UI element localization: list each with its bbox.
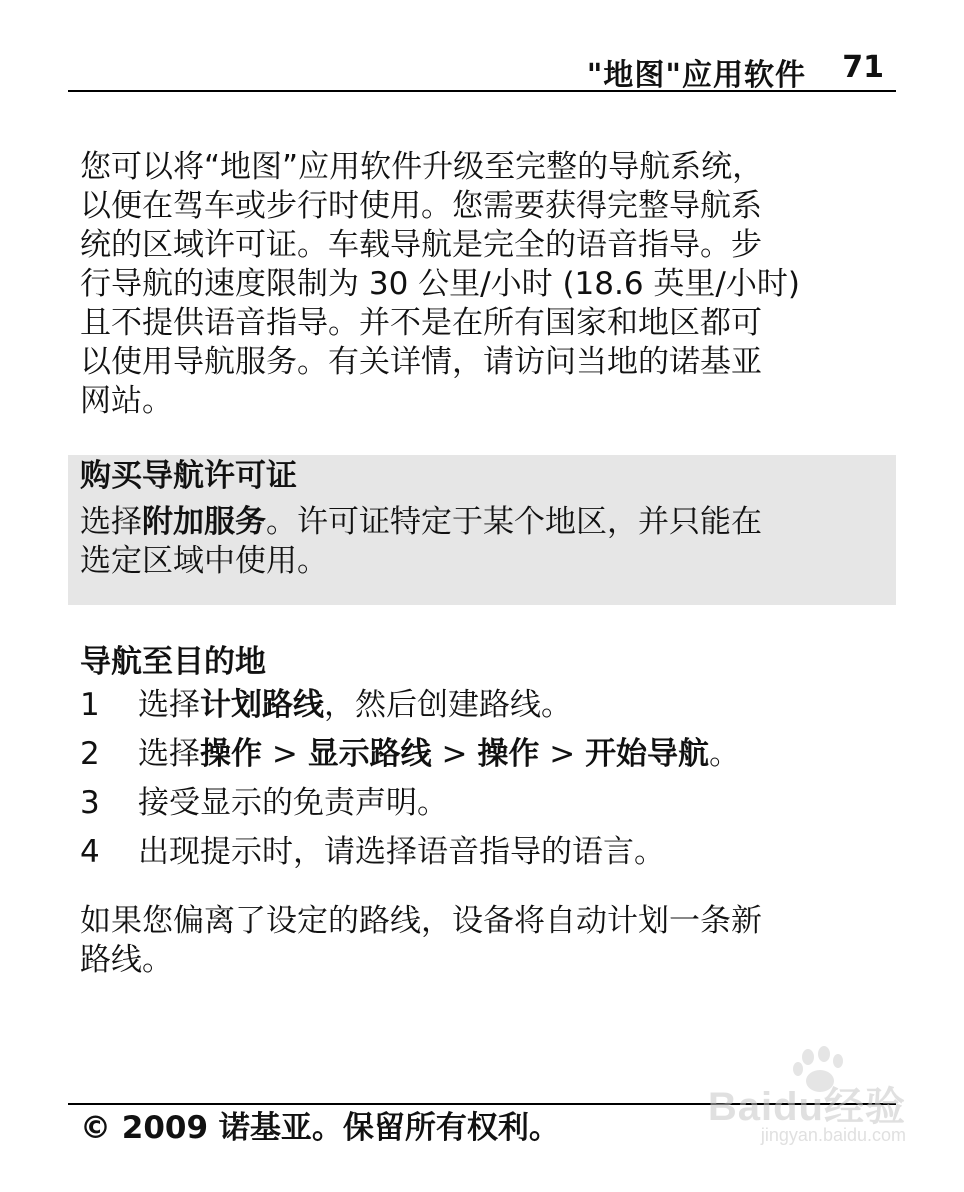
intro-line: 统的区域许可证。车载导航是完全的语音指导。步 [80,227,762,263]
watermark-logo: Baidu经验 [707,1085,906,1129]
license-info-box [68,455,896,605]
license-text-prefix: 选择 [80,504,142,540]
menu-separator: > [431,736,478,772]
intro-paragraph [80,148,900,421]
intro-line: 行导航的速度限制为 30 公里/小时 (18.6 英里/小时) [80,266,800,302]
intro-line: 网站。 [80,383,173,419]
start-navigation-term: 开始导航 [585,736,710,772]
reroute-paragraph [80,902,900,980]
reroute-line: 如果您偏离了设定的路线，设备将自动计划一条新 [80,903,762,939]
menu-separator: > [539,736,586,772]
watermark-url: jingyan.baidu.com [760,1125,906,1145]
license-text-suffix: 。许可证特定于某个地区，并只能在 [266,504,762,540]
running-header-title: "地图"应用软件 [586,58,806,93]
add-on-services-term: 附加服务 [142,504,266,540]
step-text-pre: 选择 [138,687,200,723]
step-number: 2 [80,736,100,772]
show-route-term: 显示路线 [307,736,432,772]
step-number: 3 [80,785,100,821]
intro-line: 您可以将“地图”应用软件升级至完整的导航系统， [80,149,764,185]
intro-line: 以使用导航服务。有关详情，请访问当地的诺基亚 [80,344,762,380]
step-text-pre: 选择 [138,736,200,772]
plan-route-term: 计划路线 [200,687,324,723]
step-text-post: 。 [709,736,741,772]
baidu-watermark [686,1045,906,1155]
reroute-line: 路线。 [80,942,173,978]
step-number: 1 [80,687,100,723]
list-item [80,833,900,882]
step-text [138,686,572,725]
step-text [138,735,740,774]
page-header [68,50,896,92]
list-item [80,686,900,735]
intro-line: 以便在驾车或步行时使用。您需要获得完整导航系 [80,188,762,224]
step-text: 接受显示的免责声明。 [138,785,448,821]
license-box-body [80,503,880,581]
navigate-section-title: 导航至目的地 [80,644,266,680]
intro-line: 且不提供语音指导。并不是在所有国家和地区都可 [80,305,762,341]
list-item [80,784,900,833]
step-text-post: ，然后创建路线。 [324,687,572,723]
options-term: 操作 [200,736,262,772]
step-text: 出现提示时，请选择语音指导的语言。 [138,834,665,870]
list-item [80,735,900,784]
menu-separator: > [262,736,308,772]
copyright-notice: © 2009 诺基亚。保留所有权利。 [80,1110,560,1146]
license-text-line2: 选定区域中使用。 [80,543,328,579]
license-box-title: 购买导航许可证 [80,458,297,494]
navigation-steps-list [80,686,900,882]
options-term: 操作 [477,736,540,772]
page-number: 71 [842,50,884,85]
step-number: 4 [80,834,100,870]
